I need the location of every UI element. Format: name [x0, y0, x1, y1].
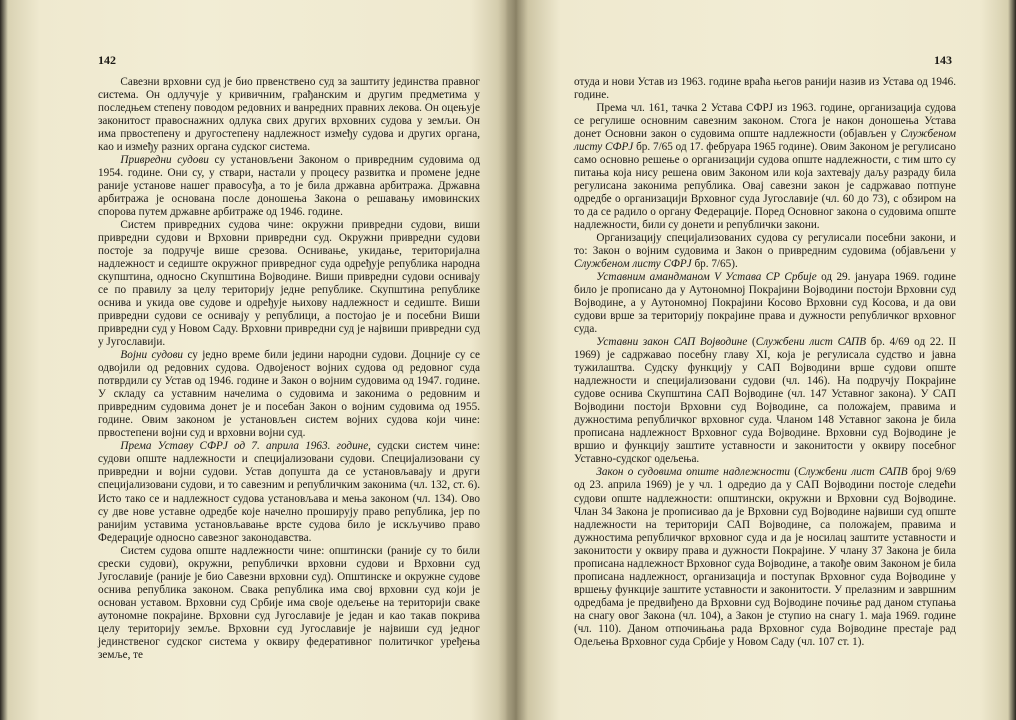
text-run: су једно време били једини народни судови. Доцније су се одвојили од редовних судова. Одвојеност војних судова од редовног суда потврдили су Устав од 1946. године и Закон о војним судовима од 1947. године. У складу са уставним начелима о судовима и законима о редовним и привредним судовима донет је и посебан Закон о војним судовима од 1955. године. Овим законом је установљен систем војних судова који чине: првостепени војни суд и врховни војни суд.	[98, 349, 480, 440]
paragraph	[98, 349, 480, 440]
text-run: бр. 7/65 од 17. фебруара 1965 године). Овим Законом је регулисано само основно решење о организацији судова опште надлежности, с тим што су питања која нису решена овим Законом или која захтевају даљу разраду била регулисана законима република. Овај савезни закон је садржавао потпуне одредбе о организацији Врховног суда Југославије (чл. 60 до 73), с обзиром на то да се радило о органу Федерације. Поред Основног закона о судовима опште надлежности, били су донети и републички закони.	[574, 141, 956, 232]
italic-phrase: Службеном листу СФРЈ	[574, 258, 692, 271]
page-number: 143	[934, 53, 952, 67]
italic-phrase: Уставним амандманом V Устава СР Србије	[596, 271, 817, 284]
paragraph	[574, 466, 956, 648]
text-run: Савезни врховни суд је био првенствено суд за заштиту јединства правног система. Он одлучује у кривичним, грађанским и другим предметима у последњем степену поводом редовних и ванредних правних лекова. Он оцењује законитост правоснажних одлука свих других врховних судова у земљи. Он има првостепену и другостепену надлежност између судова и других органа, као и између разних органа судског система.	[98, 76, 480, 154]
italic-phrase: Закон о судовима опште надлежности	[596, 466, 791, 479]
italic-phrase: Привредни судови	[120, 154, 209, 167]
text-run: од 29. јануара 1969. године било је прописано да у Аутономној Покрајини Војводини постоји Врховни суд Војводине, а у Аутономној Покрајини Косово Врховни суд Косова, и да ови судови врше за територију покрајине права и дужности републичког врховног суда.	[574, 271, 956, 336]
paragraph	[574, 76, 956, 102]
paragraph	[98, 545, 480, 662]
paragraph	[574, 102, 956, 232]
page-text	[98, 76, 480, 662]
right-page	[508, 0, 1016, 720]
italic-phrase: Војни судови	[120, 349, 184, 362]
text-run: Према чл. 161, тачка 2 Устава СФРЈ из 1963. године, организација судова се регулише основним савезним законом. Стога је након доношења Устава донет Основни закон о судовима опште надлежности (објављен у	[574, 102, 956, 141]
text-run: (	[747, 336, 756, 349]
paragraph	[98, 440, 480, 544]
italic-phrase: Службени лист САПВ	[798, 466, 908, 479]
paragraph	[98, 154, 480, 219]
text-run: бр. 7/65).	[691, 258, 738, 271]
text-run: (	[790, 466, 799, 479]
text-run: Систем привредних судова чине: окружни привредни судови, виши привредни судови и Врховни привредни суд. Окружни привредни судови постоје за подручје више срезова. Оснивање, укидање, територијална надлежност и седиште окружног привредног суда одређује република народна скупштина, односно Скупштина Војводине. Виши привредни судови оснивају се по правилу за целу територију једне републике. Скупштина републике оснива и укида ове судове и одређује њихову надлежност и седиште. Виши привредни судови се оснивају у републици, а постојао је и посебни Виши привредни суд у Новом Саду. Врховни привредни суд је највиши привредни суд у Југославији.	[98, 219, 480, 349]
italic-phrase: Према Уставу СФРЈ од 7. априла 1963. године,	[120, 440, 371, 453]
text-run: отуда и нови Устав из 1963. године враћа његов ранији назив из Устава од 1946. године.	[574, 76, 956, 102]
text-run: број 9/69 од 23. априла 1969) је у чл. 1 одредио да у САП Војводини постоје следећи судови опште надлежности: општински, окружни и Врховни суд Војводине. Члан 34 Закона је прописивао да је Врховни суд Војводине највиши суд опште надлежности на територији САП Војводине, са положајем, правима и дужностима републичког врховног суда и да је носилац заштите уставности и законитости у оквиру права и дужности Покрајине. У члану 37 Закона је била прописана надлежност Врховног суда Војводине, а такође овим Законом је била прописана надлежност, организација и поступак Врховног суда Војводине у вршењу функције заштите уставности и законитости. У прелазним и завршним одредбама је предвиђено да Врховни суд Војводине почиње рад даном ступања на снагу овог Закона (чл. 104), а Закон је ступио на снагу 1. маја 1969. године (чл. 110). Даном отпочињања рада Врховног суда Војводине престаје рад Одељења Врховног суда Србије у Новом Саду (чл. 107 ст. 1).	[574, 466, 956, 648]
text-run: Организацију специјализованих судова су регулисали посебни закони, и то: Закон о војним судовима и Закон о привредним судовима (објављени у	[574, 232, 956, 258]
text-run: су установљени Законом о привредним судовима од 1954. године. Они су, у ствари, настали у процесу развитка и промене једне раније установе нашег правосуђа, а то је била државна арбитража. Државна арбитража је основана после доношења Закона о решавању имовинских спорова путем државне арбитраже од 1946. године.	[98, 154, 481, 219]
paragraph	[574, 336, 956, 466]
paragraph	[98, 219, 480, 349]
text-run: Систем судова опште надлежности чине: општински (раније су то били срески судови), окружни, републички врховни судови и Врховни суд Југославије (раније је био Савезни врховни суд). Општинске и окружне судове оснива република законом. Свака република има свој врховни суд који је основан уставом. Врховни суд Србије има своје одељење на територији сваке аутономне покрајине. Врховни суд Југославије је један и као такав покрива целу територију земље. Врховни суд Југославије је највиши суд једног јединственог судског система у оквиру федеративног политичког уређења земље, те	[98, 544, 480, 661]
paragraph	[574, 271, 956, 336]
paragraph	[574, 232, 956, 271]
italic-phrase: Службени лист САПВ	[755, 336, 867, 349]
page-number: 142	[98, 53, 116, 67]
page-text	[574, 76, 956, 649]
italic-phrase: Службеном листу СФРЈ	[574, 128, 956, 154]
paragraph	[98, 76, 480, 154]
text-run: судски систем чине: судови опште надлежности и специјализовани судови. Специјализовани су привредни и војни судови. Устав допушта да се установљавају и други специјализовани судови, и то савезним и републичким законима (чл. 132, ст. 6). Исто тако се и надлежност судова установљава и мења законом (чл. 134). Ово су две нове уставне одредбе које начелно проширују право република, јер по ранијим уставима установљавање врсте судова било је искључиво право Федерације односно савезног законодавства.	[98, 440, 480, 544]
text-run: бр. 4/69 од 22. II 1969) је садржавао посебну главу XI, која је регулисала судство и јавна тужилаштва. Судску функцију у САП Војводини врше судови опште надлежности и специјализовани судови (чл. 146). На подручју Покрајине судове оснива Скупштина САП Војводине (чл. 147 Уставног закона). У САП Војводини постоји Врховни суд Војводине, са положајем, правима и дужностима републичког врховног суда. Чланом 148 Уставног закона је била прописана надлежност Врховног суда Војводине. Врховни суд Војводине је вршио и функцију заштите уставности и законитости у оквиру посебног Уставно-судског одељења.	[574, 336, 956, 466]
italic-phrase: Уставни закон САП Војводине	[596, 336, 748, 349]
